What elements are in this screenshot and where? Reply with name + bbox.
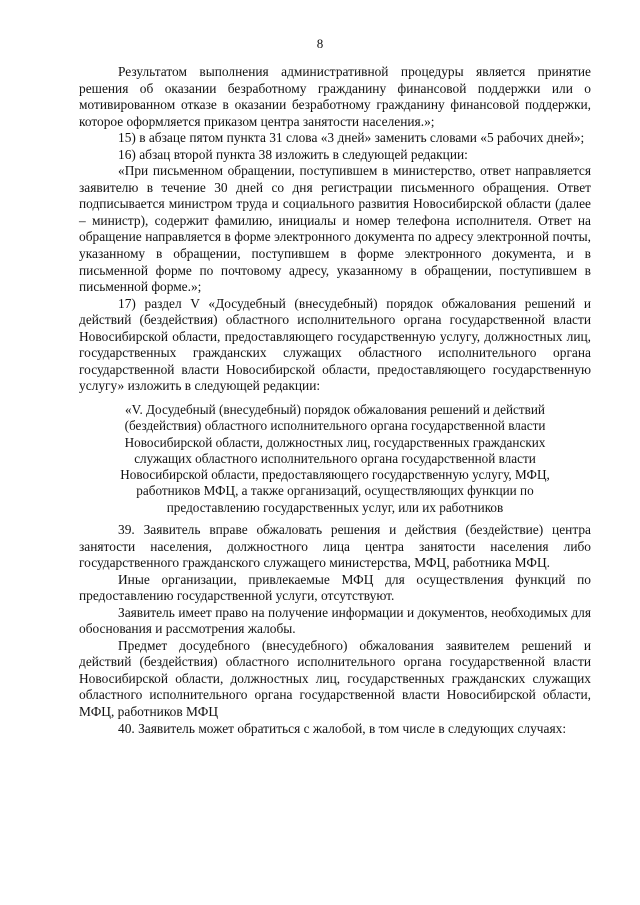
paragraph: Предмет досудебного (внесудебного) обжалования заявителем решений и действий (бездействия) областного исполнительного органа государственной власти Новосибирской области, должностных лиц, государственных гражданских служащих областного исполнительного органа государственной власти Новосибирской области, МФЦ, работников МФЦ [79, 637, 591, 720]
paragraph: 40. Заявитель может обратиться с жалобой, в том числе в следующих случаях: [118, 720, 567, 736]
paragraph: Заявитель имеет право на получение информации и документов, необходимых для обоснования и рассмотрения жалобы. [79, 604, 591, 637]
section-heading [79, 402, 591, 516]
paragraph: 16) абзац второй пункта 38 изложить в следующей редакции: [118, 146, 468, 162]
section-heading-line: (бездействия) областного исполнительного органа государственной власти [124, 418, 546, 434]
page-number: 8 [316, 36, 324, 51]
section-heading-line: Новосибирской области, должностных лиц, государственных гражданских [124, 434, 546, 450]
paragraph: 17) раздел V «Досудебный (внесудебный) порядок обжалования решений и действий (бездействия) областного исполнительного органа государственной власти Новосибирской области, предоставляющего государственную услугу, должностных лиц, государственных гражданских служащих областного исполнительного органа государственной власти Новосибирской области, предоставляющего государственную услугу» изложить в следующей редакции: [79, 295, 591, 394]
paragraph: Иные организации, привлекаемые МФЦ для осуществления функций по предоставлению государственной услуги, отсутствуют. [79, 571, 591, 604]
section-heading-line: «V. Досудебный (внесудебный) порядок обжалования решений и действий [125, 401, 545, 417]
section-heading-line: служащих областного исполнительного органа государственной власти [134, 450, 536, 466]
document-body [79, 64, 591, 737]
paragraph: Результатом выполнения административной процедуры является принятие решения об оказании безработному гражданину финансовой поддержки или о мотивированном отказе в оказании безработному гражданину финансовой поддержки, которое оформляется приказом центра занятости населения.»; [79, 64, 591, 129]
section-heading-line: Новосибирской области, предоставляющего государственную услугу, МФЦ, [120, 467, 550, 483]
paragraph: «При письменном обращении, поступившем в министерство, ответ направляется заявителю в течение 30 дней со дня регистрации письменного обращения. Ответ подписывается министром труда и социального развития Новосибирской области (далее – министр), содержит фамилию, инициалы и номер телефона исполнителя. Ответ на обращение направляется в форме электронного документа по адресу электронной почты, указанному в обращении, поступившем в форме электронного документа, и в письменной форме по почтовому адресу, указанному в обращении, поступившем в письменной форме.»; [79, 163, 591, 295]
paragraph: 39. Заявитель вправе обжаловать решения и действия (бездействие) центра занятости населения, должностного лица центра занятости населения либо государственного гражданского служащего министерства, МФЦ, работника МФЦ. [79, 522, 591, 571]
section-heading-line: предоставлению государственных услуг, или их работников [166, 499, 504, 515]
paragraph: 15) в абзаце пятом пункта 31 слова «3 дней» заменить словами «5 рабочих дней»; [118, 130, 585, 146]
section-heading-line: работников МФЦ, а также организаций, осуществляющих функции по [136, 483, 534, 499]
